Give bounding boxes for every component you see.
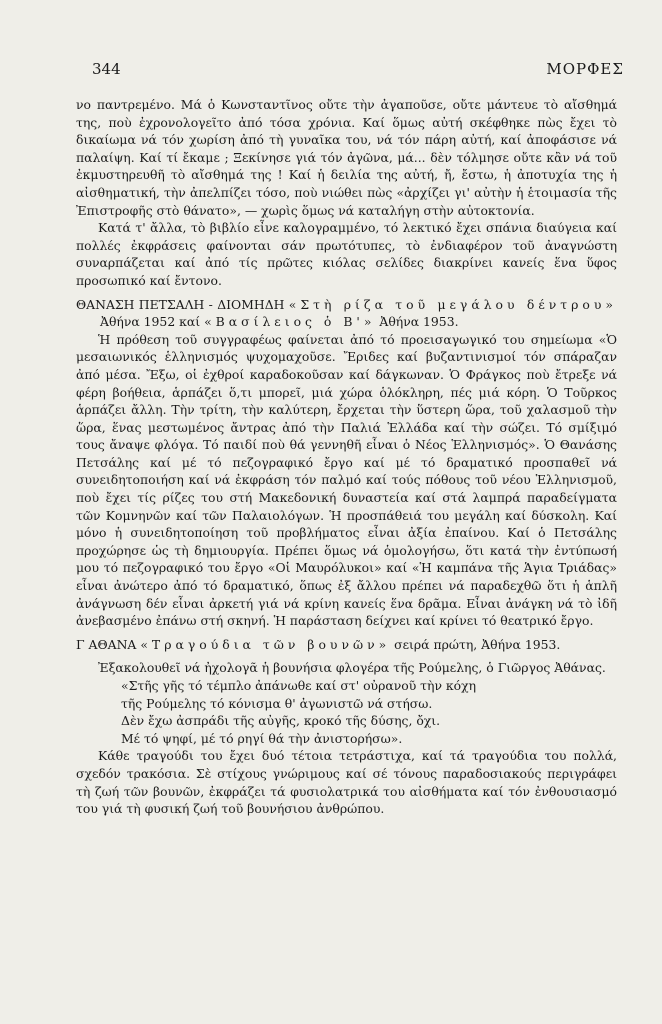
review-heading: [76, 636, 617, 654]
book-title: «Στὴ ρίζα τοῦ μεγάλου δέντρου»: [288, 296, 617, 312]
poem-line: Δὲν ἔχω ἀσπράδι τῆς αὐγῆς, κροκό τῆς δύσης, ὄχι.: [121, 713, 441, 729]
review-continuation: νο παντρεμένο. Μά ὁ Κωνσταντῖνος οὔτε τὴν ἀγαποῦσε, οὔτε μάντευε τὸ αἴσθημά της, ποὺ ἐχρονολογεῖτο ἀπό τόσα χρόνια. Καί ὅμως αὐτή σκέφθηκε πὼς ἔχει τὸ δικαίωμα νά τόν χωρίση ἀπό τὴ γυναῖκα του, νά τόν πάρη αὐτή, καί ἀποφάσισε νά παλαίψη. Καί τί ἔκαμε ; Ξεκίνησε γιά τόν ἀγῶνα, μά... δὲν τόλμησε οὔτε κἂν νά τοῦ ἐκμυστηρευθῆ τὸ αἴσθημά της ! Καί ἡ δειλία της αὐτή, ἤ, ἔστω, ἡ ἀποτυχία της ἡ αἰσθηματική, τὴν ἀπελπίζει τόσο, ποὺ νιώθει πὼς «ἀρχίζει γι' αὐτὴν ἡ ἑτοιμασία τῆς Ἐπιστροφῆς στὸ θάνατο», — χωρὶς ὅμως νά καταλήγη στὴν αὐτοκτονία.: [76, 97, 617, 218]
poem-line: «Στῆς γῆς τό τέμπλο ἀπάνωθε καί στ' οὐρανοῦ τὴν κόχη: [121, 678, 477, 693]
page-body: [76, 96, 617, 818]
review-paragraph: Κατά τ' ἄλλα, τὸ βιβλίο εἶνε καλογραμμένο, τό λεκτικό ἔχει σπάνια διαύγεια καί πολλές ἐκφράσεις φαίνονται σάν πρωτότυπες, τὸ ἐνδιαφέρον τοῦ ἀναγνώστη συναρπάζεται καί ἀπό τίς πρῶτες κιόλας σελίδες διακρίνει κανείς ἕνα ὕφος προσωπικό καί ἔντονο.: [76, 220, 617, 288]
review-author: ΘΑΝΑΣΗ ΠΕΤΣΑΛΗ - ΔΙΟΜΗΔΗ: [76, 296, 285, 312]
page-header: [92, 60, 624, 80]
review-paragraph: Ἐξακολουθεῖ νά ἠχολογᾶ ἡ βουνήσια φλογέρα τῆς Ρούμελης, ὁ Γιῶργος Ἀθάνας.: [98, 660, 606, 676]
book-publication: Ἀθήνα 1953.: [379, 314, 459, 330]
book-publication: σειρά πρώτη, Ἀθήνα 1953.: [394, 636, 561, 652]
book-title: «Τραγούδια τῶν βουνῶν»: [140, 636, 391, 652]
book-publication: Ἀθήνα 1952 καί: [100, 314, 201, 330]
page-number: 344: [92, 60, 121, 78]
review-author: Γ ΑΘΑΝΑ: [76, 636, 137, 652]
review-heading: [76, 296, 617, 331]
poem-line: τῆς Ρούμελης τό κόνισμα θ' ἀγωνιστῶ νά στήσω.: [121, 695, 433, 711]
book-title: «Βασίλειος ὁ Β'»: [204, 314, 376, 330]
review-paragraph: Ἡ πρόθεση τοῦ συγγραφέως φαίνεται ἀπό τό προεισαγωγικό του σημείωμα «Ὁ μεσαιωνικός ἑλληνισμός ψυχομαχοῦσε. Ἔριδες καί βυζαντινισμοί τόν σπάραζαν ἀπό μέσα. Ἔξω, οἱ ἐχθροί καραδοκοῦσαν καί δάγκωναν. Ὁ Φράγκος ποὺ ἔτρεξε νά φέρη βοήθεια, ἁρπάζει ὅ,τι μπορεῖ, μιά χώρα ὁλόκληρη, πές μιά κόρη. Ὁ Τοῦρκος ἁρπάζει ἄλλη. Τὴν τρίτη, τὴν καλύτερη, ἔρχεται τὴν ὕστερη ὥρα, τοῦ χαλασμοῦ τὴν ὥρα, ἕνας μεστωμένος ἄντρας ἀπό τὴν Παλιά Ἑλλάδα καί τὴν σώζει. Τό σμίξιμό τους ἄναψε φλόγα. Τό παιδί ποὺ θά γεννηθῆ εἶναι ὁ Νέος Ἑλληνισμός». Ὁ Θανάσης Πετσάλης καί μέ τό πεζογραφικό ἔργο καί μέ τό δραματικό προσπαθεῖ νά συνειδητοποιήση καί νά ἐκφράση τόν παλμό καί τούς πόθους τοῦ νέου Ἑλληνισμοῦ, ποὺ ἔχει τίς ρίζες του στή Μακεδονική δυναστεία καί στά λαμπρά παραδείγματα τῶν Κομνηνῶν καί τῶν Παλαιολόγων. Ἡ προσπάθειά του μεγάλη καί δύσκολη. Καί μόνο ἡ συνειδητοποίηση τοῦ προβλήματος εἶναι ἀξία ἐπαίνου. Καί ὁ Πετσάλης προχώρησε ὡς τὴ δημιουργία. Πρέπει ὅμως νά ὁμολογήσω, ὅτι κατά τὴν ἐντύπωσή μου τό πεζογραφικό του ἔργο «Οἱ Μαυρόλυκοι» καί «Ἡ καμπάνα τῆς Ἁγια Τριάδας» εἶναι ἀνώτερο ἀπό τό δραματικό, ὅπως ἐξ ἄλλου πρέπει νά παραδεχθῶ ὅτι ἡ ἁπλῆ ἀνάγνωση δέν εἶναι ἀρκετή γιά νά κρίνη κανείς ἕνα δρᾶμα. Εἶναι ἀνάγκη νά τὸ ἰδῆ ἀνεβασμένο ἐπάνω στή σκηνή. Ἡ παράσταση δείχνει καί κρίνει τό θεατρικό ἔργο.: [76, 331, 617, 629]
poem-quote: [76, 677, 617, 747]
journal-title: ΜΟΡΦΕΣ: [546, 60, 624, 78]
poem-line: Μέ τό ψηφί, μέ τό ρηγί θά τὴν ἀνιστορήσω».: [121, 730, 403, 746]
review-paragraph: Κάθε τραγούδι του ἔχει δυό τέτοια τετράστιχα, καί τά τραγούδια του πολλά, σχεδόν τρακόσια. Σὲ στίχους γνώριμους καί σέ τόνους παραδοσιακούς περιγράφει τὴ ζωή τῶν βουνῶν, ἐκφράζει τά φυσιολατρικά του αἰσθήματα καί τόν ἐνθουσιασμό του γιά τὴ φυσική ζωή τοῦ βουνήσιου ἀνθρώπου.: [76, 748, 617, 817]
